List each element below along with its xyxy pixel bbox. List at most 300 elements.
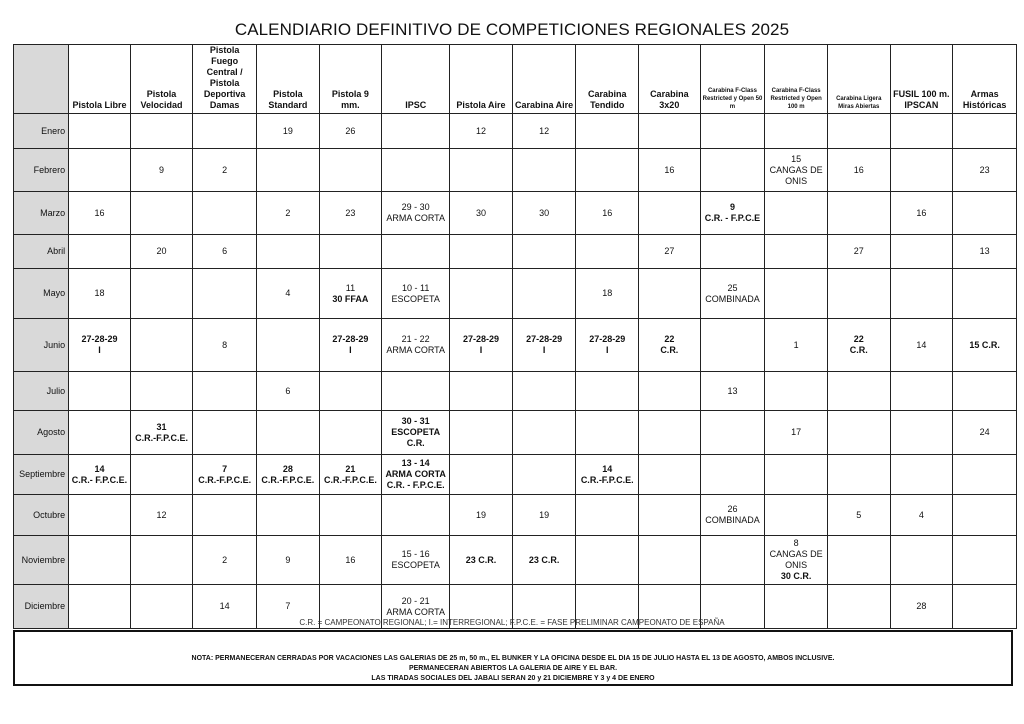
month-label: Abril xyxy=(14,235,69,269)
table-cell xyxy=(69,192,131,235)
table-cell xyxy=(512,149,576,192)
table-cell xyxy=(512,411,576,455)
cell-line: CANGAS DE xyxy=(769,164,823,175)
cell-line: 12 xyxy=(539,125,550,136)
table-cell xyxy=(890,495,953,536)
table-cell xyxy=(890,269,953,319)
table-cell xyxy=(69,114,131,149)
column-header: Pistola Standard xyxy=(257,45,320,114)
table-cell xyxy=(69,536,131,585)
cell-line: 29 - 30 xyxy=(401,202,430,212)
table-cell xyxy=(576,269,639,319)
table-cell xyxy=(450,536,513,585)
table-cell xyxy=(69,495,131,536)
table-cell xyxy=(382,411,450,455)
cell-line: 8 xyxy=(793,538,799,548)
table-cell xyxy=(639,319,701,372)
table-cell xyxy=(130,235,193,269)
table-cell xyxy=(319,235,382,269)
cell-line: C.R. xyxy=(406,438,425,448)
month-label: Noviembre xyxy=(14,536,69,585)
cell-line: 27-28-29 xyxy=(81,334,118,344)
cell-line: 20 xyxy=(156,246,167,256)
table-cell xyxy=(319,455,382,495)
cell-line: 15 - 16 xyxy=(401,549,430,559)
table-cell xyxy=(130,114,193,149)
month-label: Octubre xyxy=(14,495,69,536)
table-cell xyxy=(700,411,765,455)
cell-line: 2 xyxy=(285,207,291,218)
table-cell xyxy=(257,319,320,372)
table-cell xyxy=(827,235,890,269)
table-cell xyxy=(130,411,193,455)
table-cell xyxy=(827,114,890,149)
month-label: Enero xyxy=(14,114,69,149)
column-header: Carabina F-Class Restricted y Open 100 m xyxy=(765,45,828,114)
table-cell xyxy=(193,411,257,455)
cell-line: 2 xyxy=(222,164,228,175)
table-cell xyxy=(827,536,890,585)
cell-line: 21 - 22 xyxy=(401,334,430,344)
table-cell xyxy=(576,192,639,235)
cell-line: 14 xyxy=(916,339,927,350)
table-cell xyxy=(319,149,382,192)
table-cell xyxy=(827,411,890,455)
table-cell xyxy=(639,372,701,411)
cell-line: 19 xyxy=(539,509,550,520)
table-cell xyxy=(700,235,765,269)
table-cell xyxy=(69,319,131,372)
table-cell xyxy=(319,411,382,455)
cell-line: 16 xyxy=(916,207,927,218)
header-corner xyxy=(14,45,69,114)
table-cell xyxy=(890,411,953,455)
table-row xyxy=(14,269,1017,319)
table-cell xyxy=(700,149,765,192)
table-row xyxy=(14,319,1017,372)
month-label: Julio xyxy=(14,372,69,411)
cell-line: C.R.- F.P.C.E. xyxy=(71,474,128,485)
table-cell xyxy=(382,319,450,372)
table-row xyxy=(14,372,1017,411)
table-cell xyxy=(953,114,1017,149)
table-cell xyxy=(450,235,513,269)
table-cell xyxy=(576,114,639,149)
cell-line: ARMA CORTA xyxy=(386,213,446,223)
cell-line: 12 xyxy=(475,125,486,136)
table-row xyxy=(14,114,1017,149)
cell-line: I xyxy=(98,345,101,355)
cell-line: ONIS xyxy=(785,175,808,186)
table-row xyxy=(14,455,1017,495)
table-cell xyxy=(382,149,450,192)
table-cell xyxy=(827,319,890,372)
column-header: Pistola 9 mm. xyxy=(319,45,382,114)
table-cell xyxy=(827,455,890,495)
table-cell xyxy=(382,114,450,149)
table-cell xyxy=(639,114,701,149)
table-cell xyxy=(319,114,382,149)
table-row xyxy=(14,495,1017,536)
table-cell xyxy=(193,149,257,192)
cell-line: 22 xyxy=(664,334,675,344)
note-line-2: PERMANECERAN ABIERTOS LA GALERIA DE AIRE Y EL BAR. xyxy=(408,665,618,672)
table-cell xyxy=(576,411,639,455)
cell-line: 10 - 11 xyxy=(402,282,430,293)
month-label: Agosto xyxy=(14,411,69,455)
table-cell xyxy=(953,455,1017,495)
cell-line: C.R. - F.P.C.E xyxy=(704,213,761,223)
table-cell xyxy=(890,114,953,149)
cell-line: 27-28-29 xyxy=(332,334,369,344)
table-cell xyxy=(382,536,450,585)
table-cell xyxy=(576,235,639,269)
table-row xyxy=(14,411,1017,455)
cell-line: C.R.-F.P.C.E. xyxy=(324,474,377,485)
cell-line: 14 xyxy=(94,463,105,474)
table-cell xyxy=(193,455,257,495)
column-header: Pistola Libre xyxy=(69,45,131,114)
month-label: Junio xyxy=(14,319,69,372)
table-cell xyxy=(512,372,576,411)
cell-line: 4 xyxy=(918,509,924,520)
table-cell xyxy=(319,372,382,411)
table-cell xyxy=(130,372,193,411)
table-row xyxy=(14,149,1017,192)
column-header: Carabina Tendido xyxy=(576,45,639,114)
column-header: Armas Históricas xyxy=(953,45,1017,114)
cell-line: 6 xyxy=(285,385,291,396)
cell-line: 18 xyxy=(94,288,105,298)
table-cell xyxy=(382,372,450,411)
cell-line: 24 xyxy=(979,427,990,437)
table-cell xyxy=(765,192,828,235)
table-cell xyxy=(765,149,828,192)
table-cell xyxy=(765,536,828,585)
table-cell xyxy=(319,536,382,585)
note-box xyxy=(13,630,1013,686)
table-cell xyxy=(382,192,450,235)
table-cell xyxy=(890,536,953,585)
column-header: Carabina F-Class Restricted y Open 50 m xyxy=(700,45,765,114)
table-cell xyxy=(257,455,320,495)
table-cell xyxy=(450,495,513,536)
cell-line: 22 xyxy=(853,334,864,344)
table-cell xyxy=(130,536,193,585)
table-cell xyxy=(257,495,320,536)
table-cell xyxy=(890,455,953,495)
cell-line: 27-28-29 xyxy=(589,334,626,344)
table-cell xyxy=(69,269,131,319)
cell-line: 27-28-29 xyxy=(526,334,563,344)
cell-line: 14 xyxy=(602,463,613,474)
column-header: Carabina Aire xyxy=(512,45,576,114)
cell-line: 28 xyxy=(916,601,927,611)
page-title: CALENDIARIO DEFINITIVO DE COMPETICIONES REGIONALES 2025 xyxy=(234,20,790,39)
cell-line: C.R.-F.P.C.E. xyxy=(198,474,252,485)
cell-line: I xyxy=(349,345,352,355)
table-cell xyxy=(639,149,701,192)
table-cell xyxy=(257,372,320,411)
table-cell xyxy=(450,114,513,149)
table-row xyxy=(14,192,1017,235)
table-cell xyxy=(765,411,828,455)
cell-line: C.R.-F.P.C.E. xyxy=(135,432,188,443)
cell-line: 27 xyxy=(853,246,864,256)
cell-line: C.R.-F.P.C.E. xyxy=(261,474,315,485)
cell-line: I xyxy=(605,345,609,355)
table-cell xyxy=(512,192,576,235)
cell-line: 11 xyxy=(345,282,356,293)
table-cell xyxy=(512,269,576,319)
table-cell xyxy=(319,319,382,372)
cell-line: 12 xyxy=(156,509,167,520)
cell-line: 4 xyxy=(285,288,291,298)
table-cell xyxy=(639,269,701,319)
cell-line: 16 xyxy=(345,554,356,565)
column-header: Pistola Velocidad xyxy=(130,45,193,114)
table-cell xyxy=(512,319,576,372)
table-cell xyxy=(890,149,953,192)
month-label: Febrero xyxy=(14,149,69,192)
table-cell xyxy=(382,269,450,319)
column-header: FUSIL 100 m. IPSCAN xyxy=(890,45,953,114)
cell-line: 2 xyxy=(222,554,228,565)
cell-line: 8 xyxy=(222,339,228,350)
cell-line: 13 - 14 xyxy=(401,458,430,468)
column-header: Pistola Fuego Central / Pistola Deportiva Damas xyxy=(193,45,257,114)
cell-line: 5 xyxy=(856,509,862,520)
table-cell xyxy=(257,411,320,455)
table-cell xyxy=(953,411,1017,455)
table-cell xyxy=(576,319,639,372)
table-cell xyxy=(130,455,193,495)
table-cell xyxy=(450,411,513,455)
table-cell xyxy=(827,269,890,319)
note-line-1: NOTA: PERMANECERAN CERRADAS POR VACACIONES LAS GALERIAS DE 25 m, 50 m., EL BUNKER Y LA OFICINA DESDE EL DIA 15 DE JULIO HASTA EL 13 DE AGOSTO, AMBOS INCLUSIVE. xyxy=(191,655,835,662)
table-cell xyxy=(69,372,131,411)
table-cell xyxy=(193,269,257,319)
calendar-table xyxy=(13,44,1017,629)
month-label: Marzo xyxy=(14,192,69,235)
cell-line: 9 xyxy=(285,554,291,565)
cell-line: 19 xyxy=(475,509,486,520)
table-cell xyxy=(700,319,765,372)
table-cell xyxy=(130,495,193,536)
table-cell xyxy=(130,269,193,319)
table-cell xyxy=(450,192,513,235)
table-cell xyxy=(382,495,450,536)
cell-line: 16 xyxy=(602,207,613,218)
table-cell xyxy=(257,149,320,192)
cell-line: C.R.-F.P.C.E. xyxy=(580,474,634,485)
table-cell xyxy=(890,192,953,235)
column-header: Carabina Ligera Miras Abiertas xyxy=(827,45,890,114)
column-header: Pistola Aire xyxy=(450,45,513,114)
cell-line: C.R. xyxy=(849,345,868,355)
table-cell xyxy=(953,536,1017,585)
table-cell xyxy=(319,192,382,235)
table-cell xyxy=(639,235,701,269)
cell-line: 26 xyxy=(345,125,356,136)
table-cell xyxy=(700,269,765,319)
cell-line: 9 xyxy=(729,202,735,212)
table-cell xyxy=(576,536,639,585)
table-cell xyxy=(890,235,953,269)
table-cell xyxy=(193,495,257,536)
table-cell xyxy=(69,149,131,192)
table-cell xyxy=(765,455,828,495)
table-cell xyxy=(69,455,131,495)
table-cell xyxy=(890,372,953,411)
table-cell xyxy=(639,411,701,455)
table-cell xyxy=(382,455,450,495)
table-cell xyxy=(765,269,828,319)
table-cell xyxy=(953,319,1017,372)
table-cell xyxy=(700,114,765,149)
cell-line: 26 xyxy=(727,504,738,514)
cell-line: 23 xyxy=(345,207,356,218)
table-cell xyxy=(953,235,1017,269)
column-header: IPSC xyxy=(382,45,450,114)
table-cell xyxy=(576,372,639,411)
table-cell xyxy=(382,235,450,269)
table-cell xyxy=(953,192,1017,235)
cell-line: 16 xyxy=(94,207,105,218)
table-cell xyxy=(953,269,1017,319)
legend: C.R. = CAMPEONATO REGIONAL; I.= INTERREGIONAL; F.P.C.E. = FASE PRELIMINAR CAMPEONATO DE ESPAÑA xyxy=(299,618,725,627)
table-cell xyxy=(450,269,513,319)
calendar-body xyxy=(14,114,1017,629)
table-cell xyxy=(319,269,382,319)
table-cell xyxy=(576,455,639,495)
cell-line: C.R. xyxy=(660,345,679,355)
table-cell xyxy=(700,495,765,536)
table-cell xyxy=(193,536,257,585)
table-cell xyxy=(953,149,1017,192)
table-cell xyxy=(130,192,193,235)
cell-line: COMBINADA xyxy=(705,515,760,525)
table-cell xyxy=(512,455,576,495)
table-cell xyxy=(953,495,1017,536)
cell-line: 21 xyxy=(345,463,356,474)
cell-line: 6 xyxy=(222,246,228,256)
cell-line: ONIS xyxy=(785,560,808,570)
cell-line: 15 C.R. xyxy=(969,339,1000,350)
table-cell xyxy=(700,536,765,585)
cell-line: 23 xyxy=(979,164,990,175)
table-cell xyxy=(193,319,257,372)
cell-line: 14 xyxy=(219,601,230,611)
table-cell xyxy=(827,495,890,536)
cell-line: 7 xyxy=(222,463,228,474)
table-cell xyxy=(765,114,828,149)
cell-line: COMBINADA xyxy=(705,293,760,304)
cell-line: 1 xyxy=(793,339,799,350)
cell-line: 23 C.R. xyxy=(465,554,497,565)
table-cell xyxy=(827,149,890,192)
cell-line: 17 xyxy=(791,427,802,437)
cell-line: 30 xyxy=(475,207,486,218)
table-cell xyxy=(450,319,513,372)
cell-line: 31 xyxy=(156,421,167,432)
cell-line: 25 xyxy=(727,282,738,293)
cell-line: 30 FFAA xyxy=(332,293,369,304)
table-cell xyxy=(257,192,320,235)
cell-line: 13 xyxy=(727,385,738,396)
cell-line: ARMA CORTA xyxy=(386,606,446,617)
table-cell xyxy=(512,114,576,149)
cell-line: 19 xyxy=(282,125,293,136)
table-cell xyxy=(257,536,320,585)
table-cell xyxy=(576,149,639,192)
table-cell xyxy=(576,495,639,536)
cell-line: 13 xyxy=(979,246,990,256)
cell-line: 18 xyxy=(602,288,613,298)
table-cell xyxy=(827,192,890,235)
cell-line: ESCOPETA xyxy=(391,427,441,437)
table-cell xyxy=(257,114,320,149)
cell-line: C.R. - F.P.C.E. xyxy=(386,480,445,490)
cell-line: 27 xyxy=(664,246,675,256)
month-label: Septiembre xyxy=(14,455,69,495)
table-cell xyxy=(257,235,320,269)
table-cell xyxy=(193,372,257,411)
table-row xyxy=(14,536,1017,585)
table-cell xyxy=(827,372,890,411)
header-row xyxy=(14,45,1017,114)
table-cell xyxy=(512,495,576,536)
cell-line: 30 C.R. xyxy=(780,571,812,581)
month-label: Diciembre xyxy=(14,585,69,629)
table-cell xyxy=(639,495,701,536)
table-cell xyxy=(257,269,320,319)
table-cell xyxy=(193,192,257,235)
cell-line: 23 C.R. xyxy=(528,554,560,565)
table-cell xyxy=(193,235,257,269)
table-cell xyxy=(700,192,765,235)
table-cell xyxy=(450,149,513,192)
table-cell xyxy=(700,372,765,411)
note-line-3: LAS TIRADAS SOCIALES DEL JABALI SERAN 20 y 21 DICIEMBRE Y 3 y 4 DE ENERO xyxy=(371,675,655,682)
table-cell xyxy=(953,372,1017,411)
cell-line: 16 xyxy=(853,164,864,175)
table-cell xyxy=(450,455,513,495)
table-cell xyxy=(69,411,131,455)
table-cell xyxy=(319,495,382,536)
cell-line: 15 xyxy=(791,153,802,164)
table-cell xyxy=(639,455,701,495)
table-cell xyxy=(69,235,131,269)
table-cell xyxy=(130,319,193,372)
table-cell xyxy=(765,495,828,536)
cell-line: ARMA CORTA xyxy=(386,345,446,355)
table-cell xyxy=(450,372,513,411)
cell-line: 28 xyxy=(282,463,293,474)
table-cell xyxy=(765,235,828,269)
table-cell xyxy=(700,455,765,495)
cell-line: 7 xyxy=(285,601,291,611)
cell-line: 9 xyxy=(159,164,165,175)
table-cell xyxy=(765,372,828,411)
cell-line: 30 - 31 xyxy=(401,416,430,426)
cell-line: 16 xyxy=(664,164,675,175)
cell-line: ARMA CORTA xyxy=(385,469,446,479)
cell-line: 30 xyxy=(539,207,550,218)
cell-line: 27-28-29 xyxy=(462,334,499,344)
cell-line: I xyxy=(479,345,483,355)
table-row xyxy=(14,235,1017,269)
